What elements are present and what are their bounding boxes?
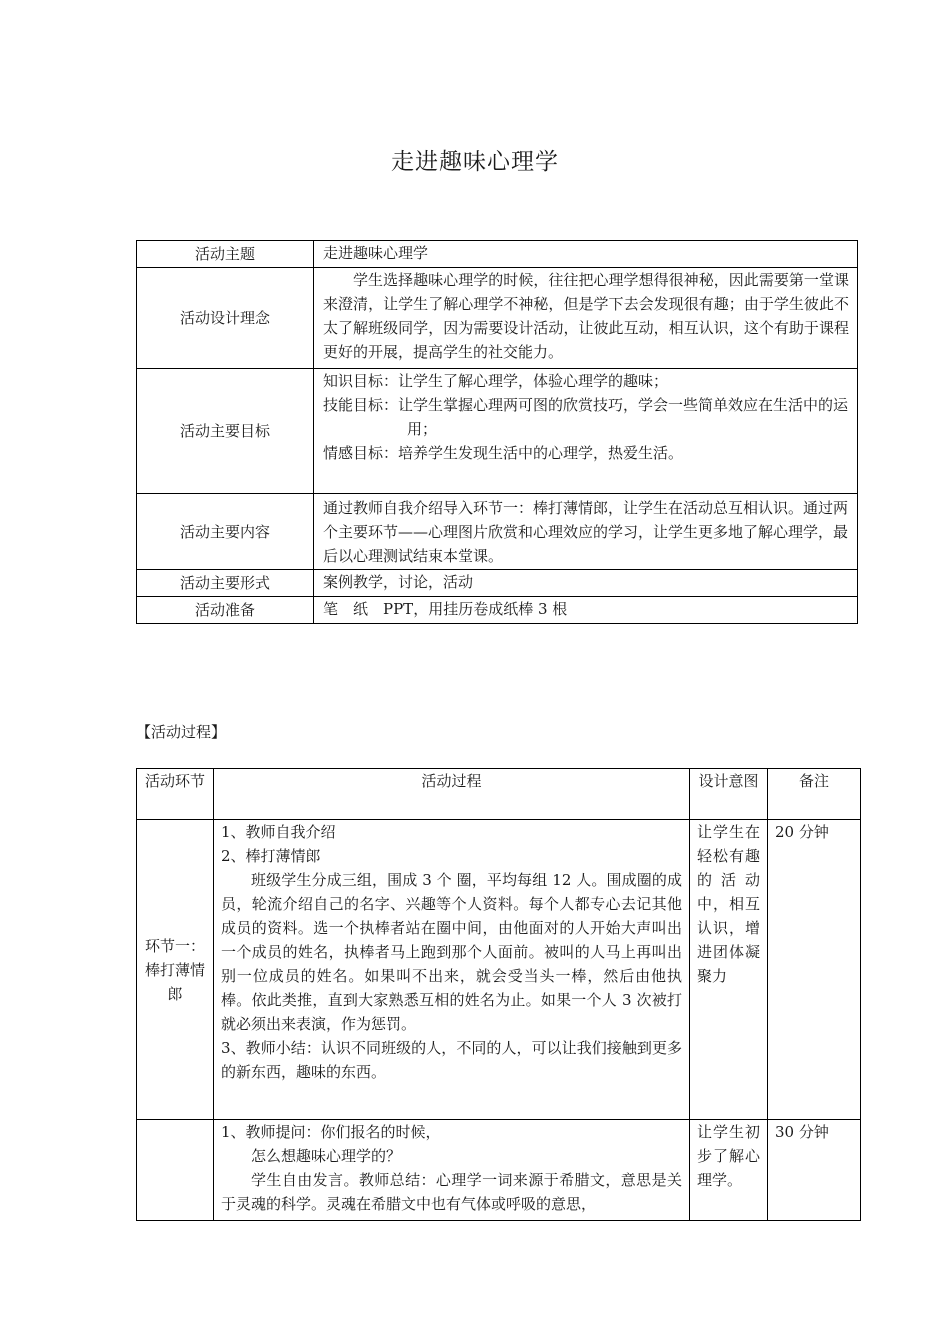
process-table xyxy=(136,768,861,1221)
table-row xyxy=(137,1120,861,1221)
goal-emotion: 情感目标：培养学生发现生活中的心理学，热爱生活。 xyxy=(323,444,684,462)
step-line: 1、教师自我介绍 xyxy=(221,823,336,841)
step-line: 3、教师小结：认识不同班级的人，不同的人，可以让我们接触到更多的新东西，趣味的东西。 xyxy=(221,1039,682,1081)
note: 20 分钟 xyxy=(768,820,861,1120)
stage-name xyxy=(137,1120,214,1221)
table-header-row xyxy=(137,769,861,820)
row-label: 活动主要形式 xyxy=(137,570,314,597)
step-line: 2、棒打薄情郎 xyxy=(221,847,321,865)
step-line: 怎么想趣味心理学的？ xyxy=(251,1147,402,1165)
row-value: 案例教学，讨论，活动 xyxy=(314,570,858,597)
design-intent: 让学生在轻松有趣的活动中，相互认识，增进团体凝聚力 xyxy=(690,820,768,1120)
table-row xyxy=(137,820,861,1120)
section-label: 【活动过程】 xyxy=(136,723,227,741)
header-note: 备注 xyxy=(768,769,861,820)
header-process: 活动过程 xyxy=(214,769,690,820)
goal-knowledge: 知识目标：让学生了解心理学，体验心理学的趣味； xyxy=(323,372,669,390)
goal-skill: 技能目标：让学生掌握心理两可图的欣赏技巧，学会一些简单效应在生活中的运用； xyxy=(323,396,849,438)
design-intent: 让学生初步了解心理学。 xyxy=(690,1120,768,1221)
step-line: 班级学生分成三组，围成 3 个 圈，平均每组 12 人。围成圈的成员，轮流介绍自己的名字、兴趣等个人资料。每个人都专心去记其他成员的资料。选一个执棒者站在圈中间，由他面对的人开始大声叫出一个成员的姓名，执棒者马上跑到那个人面前。被叫的人马上再叫出别一位成员的姓名。如果叫不出来，就会受当头一棒，然后由他执棒。依此类推，直到大家熟悉互相的姓名为止。如果一个人 3 次被打就必须出来表演，作为惩罚。 xyxy=(221,871,682,1033)
step-line: 学生自由发言。教师总结：心理学一词来源于希腊文，意思是关于灵魂的科学。灵魂在希腊文中也有气体或呼吸的意思， xyxy=(221,1171,682,1213)
row-value: 笔 纸 PPT，用挂历卷成纸棒 3 根 xyxy=(314,597,858,624)
stage-name: 环节一：棒打薄情郎 xyxy=(137,820,214,1120)
row-value: 通过教师自我介绍导入环节一：棒打薄情郎，让学生在活动总互相认识。通过两个主要环节——心理图片欣赏和心理效应的学习，让学生更多地了解心理学，最后以心理测试结束本堂课。 xyxy=(314,494,858,570)
header-intent: 设计意图 xyxy=(690,769,768,820)
row-label: 活动主要目标 xyxy=(137,369,314,494)
table-row xyxy=(137,494,858,570)
row-value: 走进趣味心理学 xyxy=(314,241,858,268)
table-row xyxy=(137,268,858,369)
page-title: 走进趣味心理学 xyxy=(391,149,559,175)
row-label: 活动主题 xyxy=(137,241,314,268)
row-label: 活动主要内容 xyxy=(137,494,314,570)
step-line: 1、教师提问：你们报名的时候， xyxy=(221,1123,441,1141)
table-row xyxy=(137,241,858,268)
row-label: 活动设计理念 xyxy=(137,268,314,369)
table-row xyxy=(137,570,858,597)
note: 30 分钟 xyxy=(768,1120,861,1221)
row-value: 学生选择趣味心理学的时候，往往把心理学想得很神秘，因此需要第一堂课来澄清，让学生了解心理学不神秘，但是学下去会发现很有趣；由于学生彼此不太了解班级同学，因为需要设计活动，让彼此互动，相互认识，这个有助于课程更好的开展，提高学生的社交能力。 xyxy=(323,271,849,361)
overview-table xyxy=(136,240,858,624)
table-row xyxy=(137,597,858,624)
header-stage: 活动环节 xyxy=(137,769,214,820)
row-label: 活动准备 xyxy=(137,597,314,624)
table-row xyxy=(137,369,858,494)
